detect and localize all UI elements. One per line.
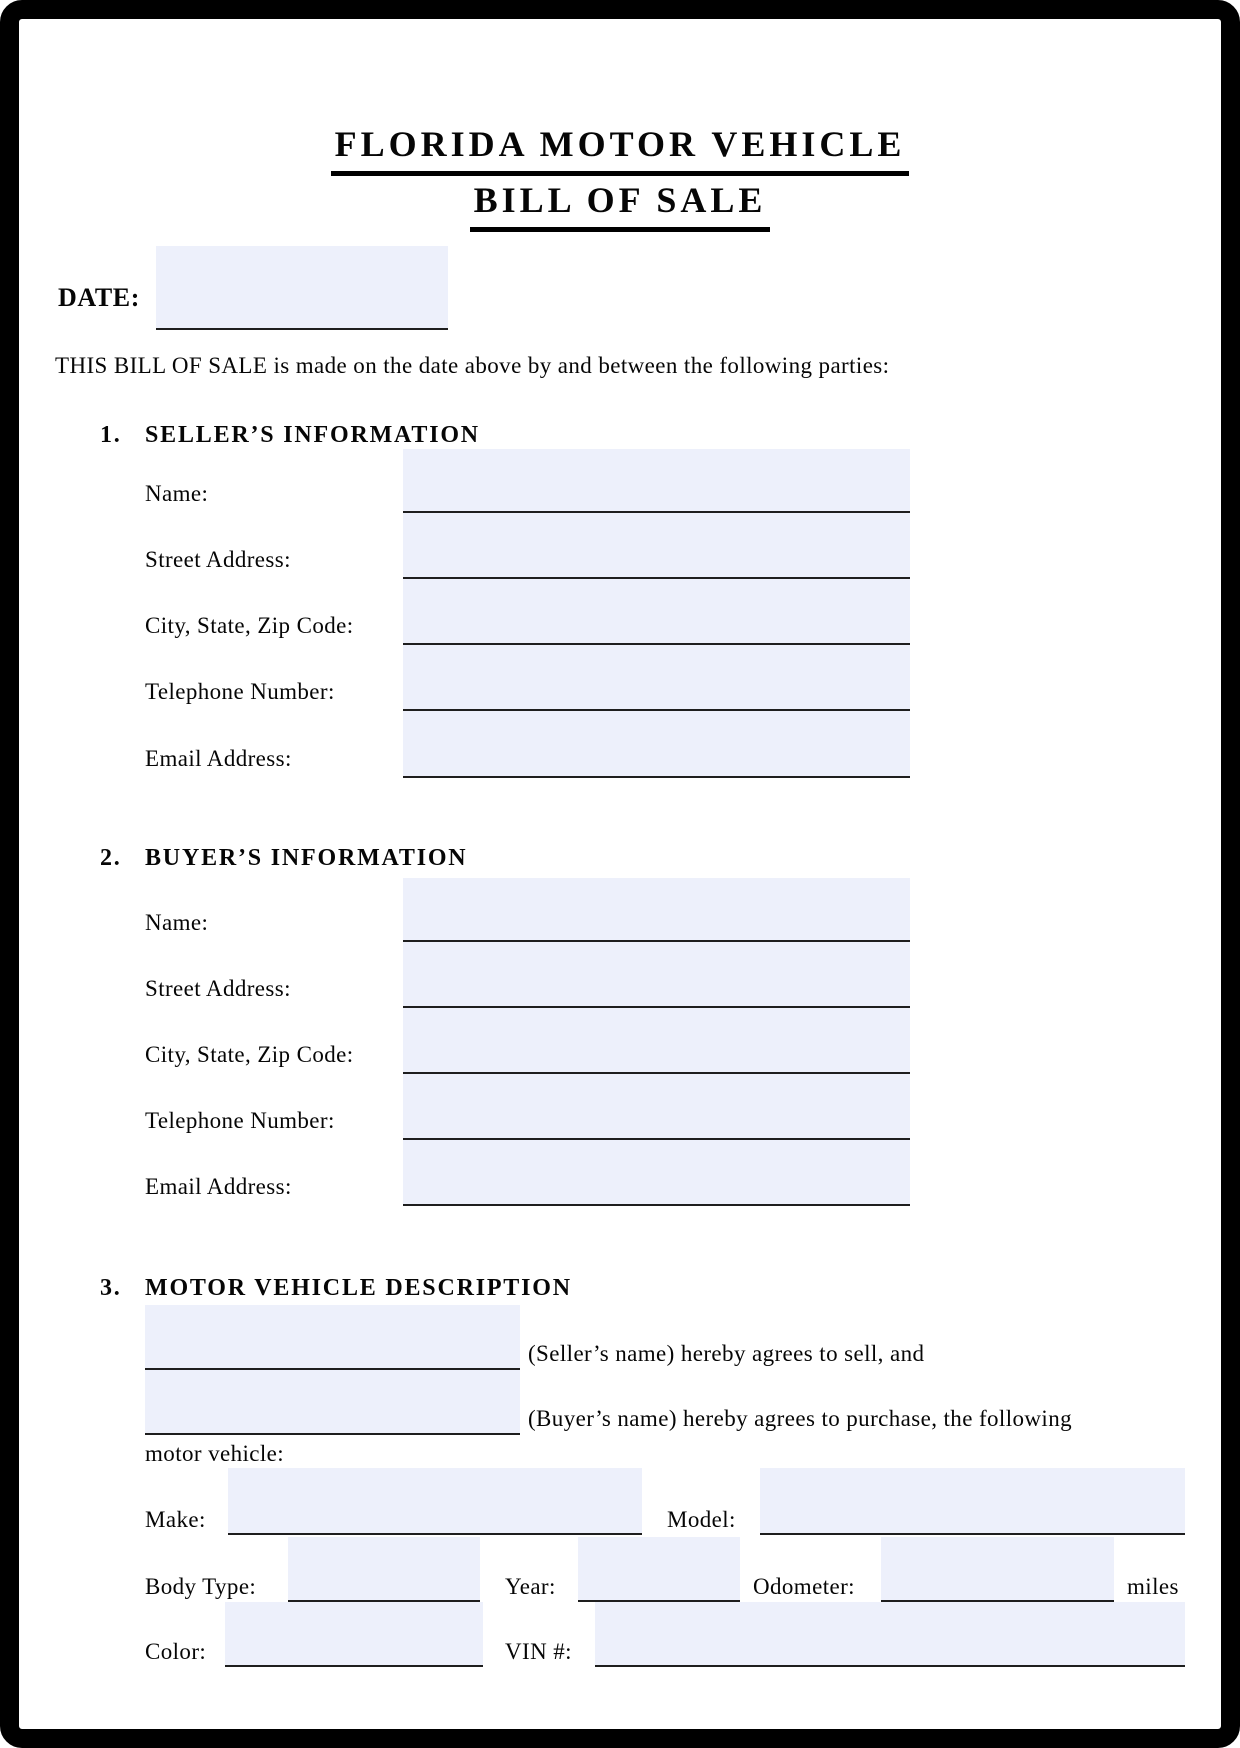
vin-label: VIN #:: [505, 1639, 572, 1664]
vehicle-section-number: 3.: [100, 1275, 122, 1301]
odometer-unit-label: miles: [1127, 1574, 1179, 1599]
seller-name-label: Name:: [145, 481, 209, 506]
buyer-city-state-zip-input[interactable]: [403, 1008, 910, 1074]
seller-street-label: Street Address:: [145, 547, 291, 572]
odometer-label: Odometer:: [753, 1574, 855, 1599]
agreement-seller-name-input[interactable]: [145, 1305, 520, 1370]
year-label: Year:: [505, 1574, 556, 1599]
date-label: DATE:: [58, 283, 140, 312]
intro-text: THIS BILL OF SALE is made on the date above by and between the following parties:: [55, 353, 890, 378]
page-title: FLORIDA MOTOR VEHICLE: [0, 120, 1240, 176]
seller-email-input[interactable]: [403, 711, 910, 778]
body-type-label: Body Type:: [145, 1574, 257, 1599]
buyer-city-state-zip-label: City, State, Zip Code:: [145, 1042, 354, 1067]
color-label: Color:: [145, 1639, 207, 1664]
agreement-buyer-line-text: (Buyer’s name) hereby agrees to purchase, the following: [528, 1406, 1073, 1431]
seller-city-state-zip-input[interactable]: [403, 579, 910, 645]
page-subtitle: BILL OF SALE: [0, 176, 1240, 232]
model-input[interactable]: [760, 1468, 1185, 1535]
make-input[interactable]: [228, 1468, 642, 1535]
buyer-street-input[interactable]: [403, 942, 910, 1008]
year-input[interactable]: [578, 1537, 740, 1602]
vehicle-section-title: MOTOR VEHICLE DESCRIPTION: [145, 1275, 572, 1301]
color-input[interactable]: [225, 1602, 483, 1667]
seller-phone-input[interactable]: [403, 645, 910, 711]
date-input[interactable]: [156, 246, 448, 330]
body-type-input[interactable]: [288, 1537, 480, 1602]
buyer-name-input[interactable]: [403, 878, 910, 942]
buyer-name-label: Name:: [145, 910, 209, 935]
buyer-phone-label: Telephone Number:: [145, 1108, 335, 1133]
buyer-section-number: 2.: [100, 845, 122, 871]
seller-section-title: SELLER’S INFORMATION: [145, 422, 480, 448]
buyer-section-title: BUYER’S INFORMATION: [145, 845, 468, 871]
buyer-street-label: Street Address:: [145, 976, 291, 1001]
seller-street-input[interactable]: [403, 513, 910, 579]
buyer-email-label: Email Address:: [145, 1174, 292, 1199]
document-title-block: [0, 120, 1240, 232]
agreement-buyer-name-input[interactable]: [145, 1370, 520, 1435]
vin-input[interactable]: [595, 1602, 1185, 1667]
seller-city-state-zip-label: City, State, Zip Code:: [145, 613, 354, 638]
agreement-seller-line-text: (Seller’s name) hereby agrees to sell, and: [528, 1341, 925, 1366]
make-label: Make:: [145, 1507, 206, 1532]
seller-email-label: Email Address:: [145, 746, 292, 771]
seller-name-input[interactable]: [403, 449, 910, 513]
buyer-email-input[interactable]: [403, 1140, 910, 1206]
model-label: Model:: [667, 1507, 736, 1532]
seller-section-number: 1.: [100, 422, 122, 448]
odometer-input[interactable]: [881, 1537, 1114, 1602]
seller-phone-label: Telephone Number:: [145, 679, 335, 704]
buyer-phone-input[interactable]: [403, 1074, 910, 1140]
agreement-continuation-text: motor vehicle:: [145, 1441, 285, 1466]
